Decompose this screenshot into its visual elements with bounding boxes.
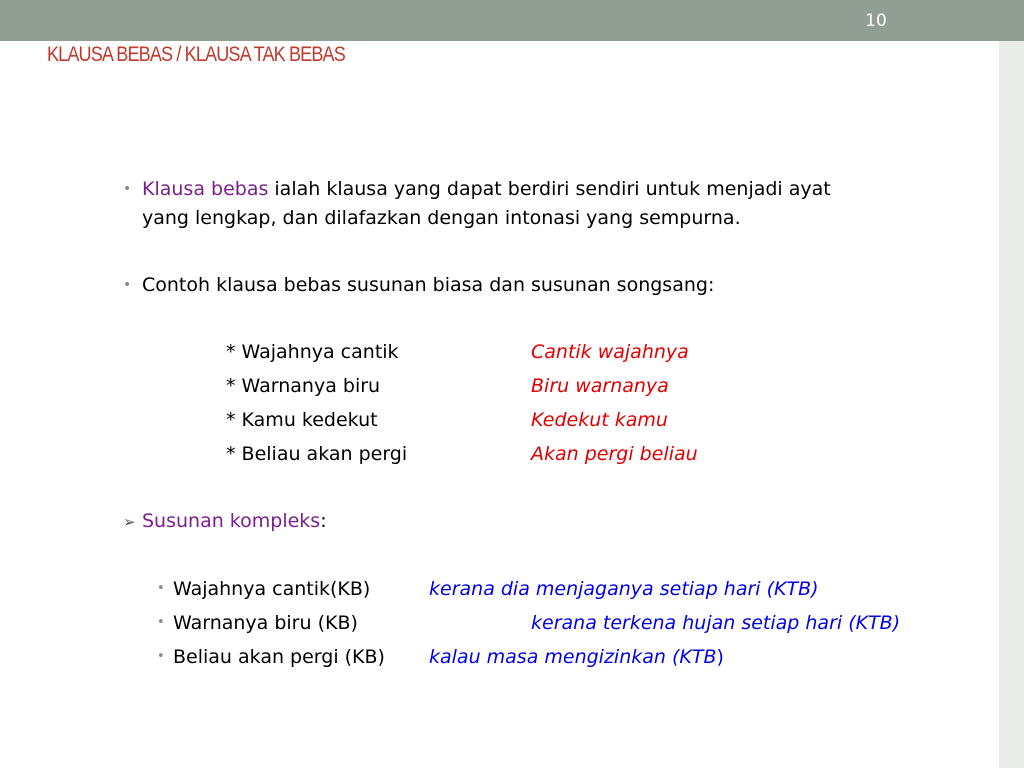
example-biasa: * Warnanya biru [226, 375, 381, 397]
complex-ktb-close: ) [892, 612, 901, 634]
complex-ktb-line [531, 611, 900, 635]
bullet-dot-icon: • [123, 277, 132, 293]
complex-ktb-close: ) [716, 646, 724, 668]
definition-line-1 [142, 177, 831, 201]
example-songsang: Cantik wajahnya [531, 341, 689, 363]
complex-kb: Wajahnya cantik(KB) [173, 578, 371, 600]
complex-ktb: kalau masa mengizinkan (KTB [429, 646, 717, 668]
complex-heading-line [142, 509, 327, 533]
definition-term: Klausa bebas [142, 178, 269, 200]
complex-kb: Beliau akan pergi (KB) [173, 646, 385, 668]
complex-ktb-line [429, 645, 724, 669]
example-songsang: Kedekut kamu [531, 409, 668, 431]
example-biasa: * Kamu kedekut [226, 409, 378, 431]
example-biasa: * Beliau akan pergi [226, 443, 408, 465]
complex-ktb: kerana dia menjaganya setiap hari (KTB [429, 578, 812, 600]
complex-ktb-line [429, 577, 819, 601]
arrow-bullet-icon: ➢ [123, 513, 136, 531]
bullet-dot-icon: • [157, 581, 165, 596]
example-songsang: Akan pergi beliau [531, 443, 698, 465]
complex-ktb-close: ) [811, 578, 819, 600]
slide-number: 10 [865, 11, 887, 31]
complex-colon: : [320, 510, 327, 532]
example-songsang: Biru warnanya [531, 375, 669, 397]
example-biasa: * Wajahnya cantik [226, 341, 399, 363]
complex-kb: Warnanya biru (KB) [173, 612, 358, 634]
complex-heading: Susunan kompleks [142, 510, 321, 532]
definition-line-2: yang lengkap, dan dilafazkan dengan intonasi yang sempurna. [142, 207, 741, 229]
bullet-dot-icon: • [157, 615, 165, 630]
definition-text: ialah klausa yang dapat berdiri sendiri untuk menjadi ayat [268, 178, 831, 200]
bullet-dot-icon: • [157, 649, 165, 664]
examples-intro: Contoh klausa bebas susunan biasa dan susunan songsang: [142, 274, 715, 296]
right-band [999, 41, 1024, 768]
bullet-dot-icon: • [123, 181, 132, 197]
complex-ktb: kerana terkena hujan setiap hari (KTB [531, 612, 893, 634]
slide-title: KLAUSA BEBAS / KLAUSA TAK BEBAS [47, 43, 345, 66]
